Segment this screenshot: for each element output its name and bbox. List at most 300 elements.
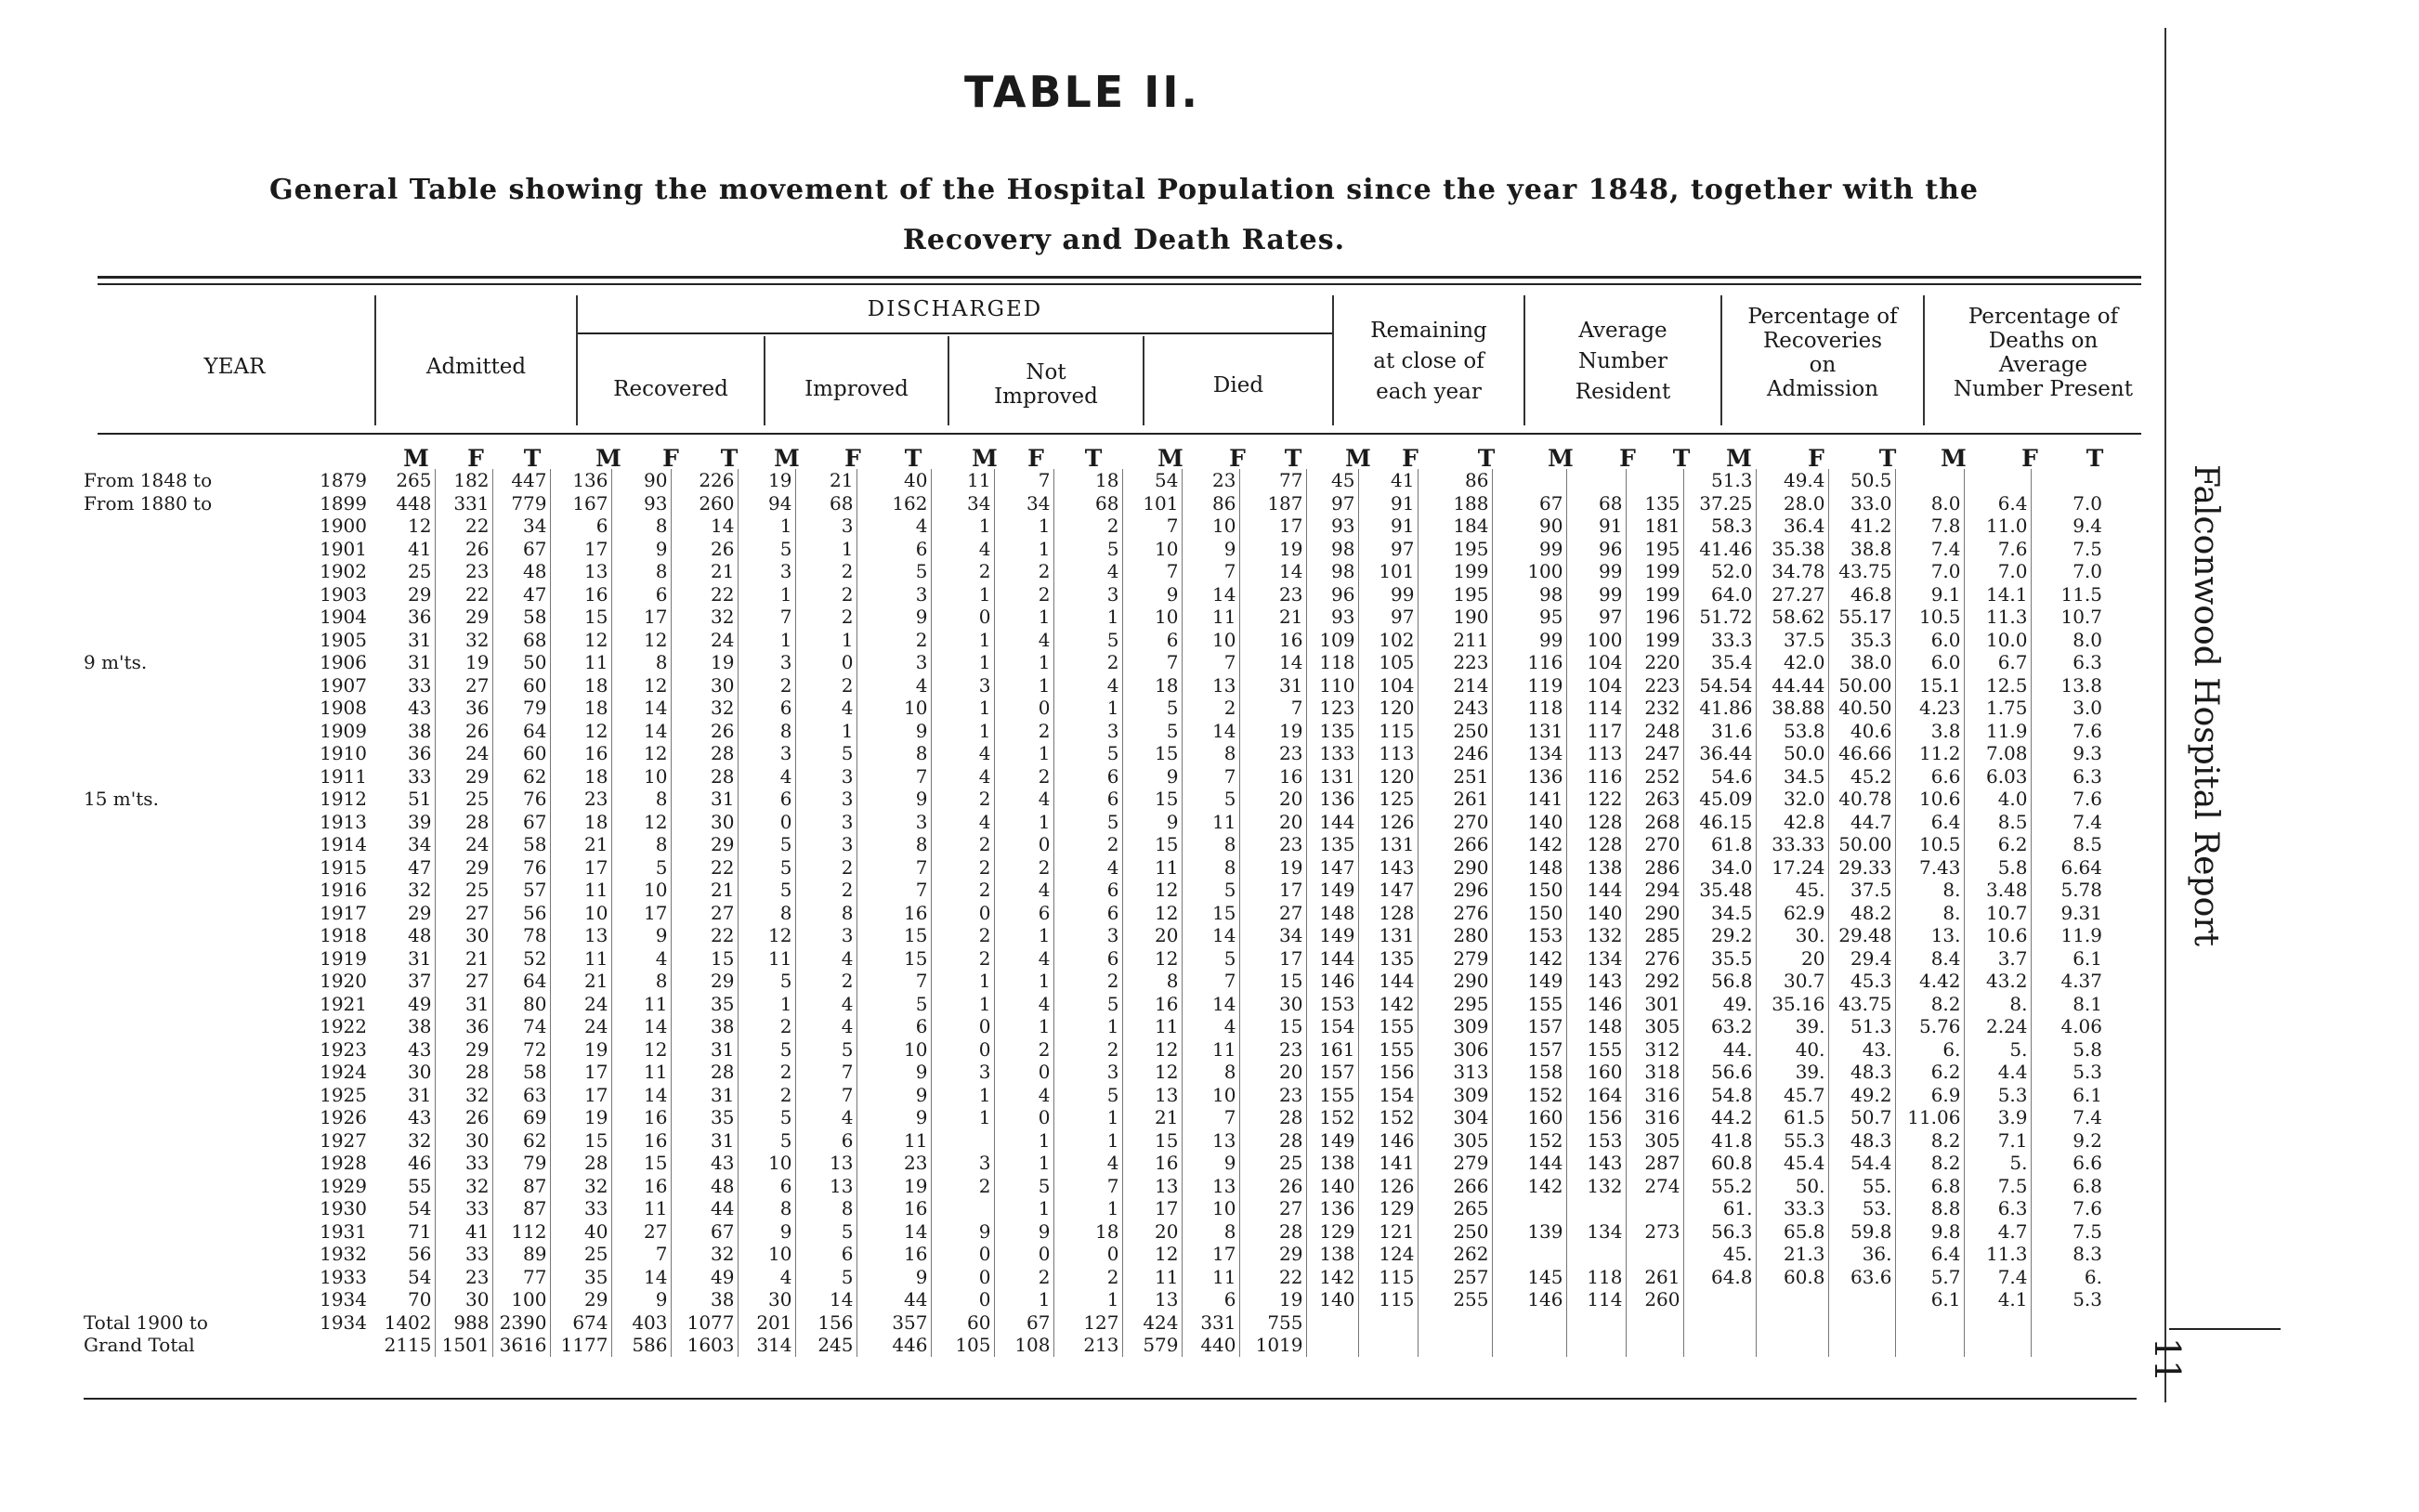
data-cell: 10 [1182, 1084, 1239, 1107]
year-cell [84, 469, 374, 492]
data-cell: 42.8 [1756, 811, 1828, 834]
data-cell: 93 [611, 492, 671, 515]
data-cell: 156 [1358, 1061, 1418, 1084]
data-cell: 1 [994, 538, 1053, 561]
data-cell: 3.7 [1964, 947, 2031, 971]
data-cell: 19 [435, 651, 492, 674]
data-cell: 54 [374, 1266, 435, 1289]
data-cell: 16 [856, 1197, 931, 1220]
data-cell: 14 [611, 1084, 671, 1107]
data-cell: 43.75 [1828, 993, 1895, 1016]
data-cell: 1 [994, 1129, 1053, 1153]
data-cell: 8 [795, 1197, 856, 1220]
data-cell: 8 [611, 560, 671, 583]
data-cell: 250 [1418, 1220, 1492, 1244]
data-cell: 12 [550, 629, 611, 652]
data-cell: 20 [1756, 947, 1828, 971]
data-cell: 8 [1182, 833, 1239, 856]
year-value: 1928 [320, 1152, 367, 1175]
data-cell: 8. [1895, 879, 1964, 902]
data-cell: 19 [856, 1175, 931, 1198]
data-cell: 146 [1492, 1288, 1566, 1311]
data-cell: 6 [1053, 947, 1122, 971]
year-value: 1905 [320, 628, 367, 651]
data-cell: 45.09 [1683, 788, 1756, 811]
year-cell [84, 993, 374, 1016]
data-cell: 266 [1418, 833, 1492, 856]
data-cell: 6. [2084, 1265, 2102, 1288]
data-cell: 0 [931, 606, 994, 629]
data-cell: 61.8 [1683, 833, 1756, 856]
data-cell: 38 [671, 1015, 738, 1038]
data-cell: 6.3 [2072, 764, 2102, 788]
data-cell: 41.46 [1683, 538, 1756, 561]
data-cell: 4 [795, 1015, 856, 1038]
data-cell [1895, 1334, 1964, 1357]
data-cell: 120 [1358, 765, 1418, 789]
year-cell [84, 1266, 374, 1289]
year-cell [84, 947, 374, 971]
subtitle-line-2: Recovery and Death Rates. [902, 224, 1346, 256]
data-cell: 136 [1492, 765, 1566, 789]
data-cell: 51.3 [1828, 1015, 1895, 1038]
data-cell: 155 [1566, 1038, 1626, 1062]
data-cell: 304 [1418, 1106, 1492, 1129]
data-cell: 10 [1122, 538, 1182, 561]
data-cell: 5 [1053, 742, 1122, 765]
data-cell [1683, 1334, 1756, 1357]
data-cell: 65.8 [1756, 1220, 1828, 1244]
year-value: 1927 [320, 1128, 367, 1152]
mft-t: T [720, 445, 739, 472]
data-cell: 3 [795, 833, 856, 856]
data-cell: 29 [435, 1038, 492, 1062]
data-cell: 7 [994, 469, 1053, 492]
year-cell [84, 1243, 374, 1266]
data-cell: 45.4 [1756, 1152, 1828, 1175]
data-cell: 1 [994, 742, 1053, 765]
data-cell: 223 [1626, 674, 1683, 697]
data-cell: 211 [1418, 629, 1492, 652]
data-cell: 4.23 [1895, 697, 1964, 720]
data-cell: 5. [1964, 1152, 2031, 1175]
data-cell: 152 [1358, 1106, 1418, 1129]
data-cell: 98 [1306, 538, 1358, 561]
data-cell: 14 [1182, 720, 1239, 743]
data-cell: 8 [738, 902, 795, 925]
data-cell [1566, 469, 1626, 492]
data-cell: 34 [374, 833, 435, 856]
data-cell: 314 [738, 1334, 795, 1357]
data-cell: 1 [994, 515, 1053, 538]
data-cell: 21 [1239, 606, 1306, 629]
data-cell: 28 [1239, 1220, 1306, 1244]
data-cell: 16 [856, 1243, 931, 1266]
data-cell: 143 [1566, 1152, 1626, 1175]
data-cell: 8 [1182, 1061, 1239, 1084]
data-cell: 12 [1122, 1061, 1182, 1084]
data-cell: 5 [1122, 720, 1182, 743]
data-cell: 64 [492, 720, 550, 743]
data-cell: 12 [1122, 1243, 1182, 1266]
data-cell: 33 [435, 1197, 492, 1220]
data-cell: 31 [374, 651, 435, 674]
header-remaining-line1: Remaining [1370, 319, 1487, 343]
data-cell: 305 [1418, 1129, 1492, 1153]
data-cell: 3 [856, 583, 931, 606]
data-cell: 279 [1418, 1152, 1492, 1175]
table-row [84, 1129, 2105, 1153]
data-cell: 142 [1492, 833, 1566, 856]
data-cell: 2 [931, 560, 994, 583]
year-value: 1924 [320, 1061, 367, 1084]
mft-m: M [1726, 445, 1752, 472]
data-cell: 2 [994, 560, 1053, 583]
data-cell: 40 [550, 1220, 611, 1244]
table-row [84, 947, 2105, 971]
data-cell: 11 [1182, 1038, 1239, 1062]
data-cell: 8 [738, 720, 795, 743]
header-pct-death-line3: Average [1998, 353, 2088, 377]
data-cell: 5 [738, 833, 795, 856]
year-cell [84, 833, 374, 856]
data-cell: 16 [1122, 1152, 1182, 1175]
data-cell: 46 [374, 1152, 435, 1175]
data-cell: 142 [1358, 993, 1418, 1016]
data-cell: 144 [1306, 947, 1358, 971]
data-cell: 305 [1626, 1015, 1683, 1038]
data-cell: 50.5 [1828, 469, 1895, 492]
data-cell: 9 [856, 720, 931, 743]
data-cell: 136 [1306, 1197, 1358, 1220]
data-cell: 143 [1566, 970, 1626, 993]
data-cell: 13 [1182, 1129, 1239, 1153]
table-row [84, 560, 2105, 583]
data-cell: 76 [492, 856, 550, 880]
data-cell: 276 [1626, 947, 1683, 971]
data-cell: 55.17 [1828, 606, 1895, 629]
data-cell: 15.1 [1895, 674, 1964, 697]
data-cell: 86 [1418, 469, 1492, 492]
data-cell: 6.03 [1964, 765, 2031, 789]
header-average-line1: Average [1578, 319, 1667, 343]
data-cell: 4 [994, 1084, 1053, 1107]
data-cell: 4.0 [1964, 788, 2031, 811]
data-cell [1492, 1334, 1566, 1357]
data-cell: 60 [492, 674, 550, 697]
data-cell: 7 [856, 856, 931, 880]
data-cell: 23 [435, 560, 492, 583]
data-cell: 34 [931, 492, 994, 515]
data-cell: 104 [1566, 674, 1626, 697]
mft-m: M [972, 445, 998, 472]
header-not-improved-line2: Improved [994, 385, 1098, 409]
data-cell: 41.86 [1683, 697, 1756, 720]
data-cell: 15 [1239, 1015, 1306, 1038]
data-cell: 50.7 [1828, 1106, 1895, 1129]
data-cell: 140 [1566, 902, 1626, 925]
data-cell: 6 [856, 1015, 931, 1038]
data-cell: 5.3 [1964, 1084, 2031, 1107]
data-cell: 10.0 [1964, 629, 2031, 652]
data-cell: 33 [435, 1152, 492, 1175]
data-cell: 18 [550, 765, 611, 789]
data-cell: 118 [1566, 1266, 1626, 1289]
data-cell: 39. [1756, 1015, 1828, 1038]
data-cell: 131 [1358, 924, 1418, 947]
data-cell: 11 [1122, 856, 1182, 880]
mft-t: T [1878, 445, 1897, 472]
table-row [84, 1220, 2105, 1244]
data-cell: 146 [1358, 1129, 1418, 1153]
data-cell: 4 [994, 947, 1053, 971]
data-cell: 99 [1566, 583, 1626, 606]
data-cell: 26 [671, 720, 738, 743]
data-cell: 6 [856, 538, 931, 561]
data-cell: 7 [795, 1061, 856, 1084]
data-cell: 7.5 [2072, 537, 2102, 560]
data-cell: 18 [550, 811, 611, 834]
year-value: 1904 [320, 606, 367, 629]
data-cell: 155 [1492, 993, 1566, 1016]
data-cell [1306, 1311, 1358, 1335]
data-cell: 38.8 [1828, 538, 1895, 561]
data-cell: 13 [795, 1175, 856, 1198]
data-cell: 28 [435, 811, 492, 834]
data-cell: 9.3 [2072, 742, 2102, 765]
data-cell: 52 [492, 947, 550, 971]
year-cell [84, 538, 374, 561]
data-cell: 13 [1122, 1084, 1182, 1107]
year-cell [84, 1152, 374, 1175]
data-cell: 199 [1626, 583, 1683, 606]
data-cell: 6 [1182, 1288, 1239, 1311]
data-cell: 30. [1756, 924, 1828, 947]
data-cell: 95 [1492, 606, 1566, 629]
data-cell: 35.38 [1756, 538, 1828, 561]
year-cell [84, 1334, 374, 1357]
header-bottom-rule [98, 433, 2141, 435]
data-cell: 20 [1239, 1061, 1306, 1084]
data-cell: 10 [856, 697, 931, 720]
mft-f: F [1229, 445, 1246, 472]
year-cell [84, 674, 374, 697]
data-cell: 45. [1683, 1243, 1756, 1266]
data-cell: 8 [856, 833, 931, 856]
data-cell: 10 [550, 902, 611, 925]
mft-f: F [467, 445, 484, 472]
data-cell: 36 [374, 742, 435, 765]
data-cell: 6 [611, 583, 671, 606]
data-cell: 5 [1053, 1084, 1122, 1107]
header-remaining [1334, 316, 1523, 408]
year-value: 1926 [320, 1106, 367, 1129]
data-cell: 45 [1306, 469, 1358, 492]
data-cell: 57 [492, 879, 550, 902]
data-cell: 125 [1358, 788, 1418, 811]
data-cell: 15 [1182, 902, 1239, 925]
data-cell: 38 [374, 1015, 435, 1038]
data-cell: 19 [550, 1106, 611, 1129]
data-cell: 292 [1626, 970, 1683, 993]
data-cell: 1 [931, 515, 994, 538]
data-cell: 90 [611, 469, 671, 492]
data-cell: 119 [1492, 674, 1566, 697]
data-cell: 9 [856, 1266, 931, 1289]
data-cell: 199 [1418, 560, 1492, 583]
data-cell: 2 [1053, 1266, 1122, 1289]
page-number: 11 [2147, 1337, 2188, 1383]
data-cell: 9 [1122, 583, 1182, 606]
data-cell: 155 [1358, 1038, 1418, 1062]
data-cell: 7.4 [2072, 1106, 2102, 1129]
data-cell: 156 [795, 1311, 856, 1335]
data-cell: 45. [1756, 879, 1828, 902]
data-cell: 58 [492, 833, 550, 856]
data-cell: 29 [374, 902, 435, 925]
data-cell: 1 [1053, 1288, 1122, 1311]
data-cell: 2 [931, 1175, 994, 1198]
data-cell: 4.42 [1895, 970, 1964, 993]
year-cell [84, 515, 374, 538]
data-cell: 36 [435, 1015, 492, 1038]
year-cell [84, 902, 374, 925]
data-cell: 2 [994, 1266, 1053, 1289]
data-cell: 17 [611, 606, 671, 629]
data-cell: 5. [1964, 1038, 2031, 1062]
data-cell: 68 [795, 492, 856, 515]
data-cell: 31 [671, 1084, 738, 1107]
data-cell: 5 [1053, 811, 1122, 834]
data-cell: 17 [550, 856, 611, 880]
data-cell: 94 [738, 492, 795, 515]
year-value: 1910 [320, 742, 367, 765]
data-cell: 195 [1418, 538, 1492, 561]
side-running-title: Falconwood Hospital Report [2187, 464, 2225, 946]
data-cell: 23 [1239, 1038, 1306, 1062]
data-cell: 7.5 [2072, 1219, 2102, 1243]
mft-f: F [2021, 445, 2038, 472]
data-cell: 105 [931, 1334, 994, 1357]
data-cell: 25 [374, 560, 435, 583]
data-cell: 8 [1182, 742, 1239, 765]
data-cell: 12 [550, 720, 611, 743]
year-cell [84, 1311, 374, 1335]
data-cell: 36 [374, 606, 435, 629]
data-cell: 80 [492, 993, 550, 1016]
data-cell: 1 [738, 583, 795, 606]
data-cell: 62 [492, 765, 550, 789]
mft-m: M [1941, 445, 1967, 472]
data-cell: 128 [1358, 902, 1418, 925]
data-cell: 45.2 [1828, 765, 1895, 789]
data-cell [1566, 1334, 1626, 1357]
data-cell: 5 [738, 1129, 795, 1153]
year-value: 1916 [320, 879, 367, 902]
data-cell: 23 [1239, 833, 1306, 856]
data-cell: 7.08 [1964, 742, 2031, 765]
data-cell: 32 [374, 1129, 435, 1153]
data-cell: 29 [435, 765, 492, 789]
data-cell: 131 [1492, 720, 1566, 743]
data-cell: 4 [931, 538, 994, 561]
data-cell: 223 [1418, 651, 1492, 674]
data-cell: 77 [1239, 469, 1306, 492]
data-cell: 4.7 [1964, 1220, 2031, 1244]
data-cell: 78 [492, 924, 550, 947]
data-cell: 7.4 [1895, 538, 1964, 561]
data-cell: 29 [671, 970, 738, 993]
data-cell: 10 [1122, 606, 1182, 629]
data-cell: 9 [931, 1220, 994, 1244]
data-cell: 11 [1182, 811, 1239, 834]
data-cell: 72 [492, 1038, 550, 1062]
data-cell: 27 [611, 1220, 671, 1244]
data-cell: 11 [611, 1197, 671, 1220]
data-cell: 74 [492, 1015, 550, 1038]
year-cell [84, 1129, 374, 1153]
data-cell: 1 [795, 629, 856, 652]
data-cell: 4 [994, 629, 1053, 652]
data-cell: 6 [738, 1175, 795, 1198]
table-row [84, 1311, 2105, 1335]
header-recovered: Recovered [613, 377, 728, 401]
year-value: 1908 [320, 697, 367, 720]
data-cell: 14 [1239, 560, 1306, 583]
table-row [84, 515, 2105, 538]
data-cell: 295 [1418, 993, 1492, 1016]
data-cell: 1 [1053, 606, 1122, 629]
data-cell: 44.2 [1683, 1106, 1756, 1129]
data-cell: 1 [931, 1106, 994, 1129]
table-row [84, 538, 2105, 561]
discharged-rule [578, 332, 1332, 334]
data-cell: 28 [550, 1152, 611, 1175]
data-cell: 7 [1182, 560, 1239, 583]
year-cell [84, 788, 374, 811]
data-cell: 140 [1306, 1175, 1358, 1198]
data-cell: 34 [492, 515, 550, 538]
data-cell: 25 [550, 1243, 611, 1266]
data-cell: 155 [1358, 1015, 1418, 1038]
data-cell: 33.3 [1683, 629, 1756, 652]
data-cell: 117 [1566, 720, 1626, 743]
data-cell [1626, 1334, 1683, 1357]
data-cell: 0 [994, 833, 1053, 856]
data-cell: 5 [856, 993, 931, 1016]
data-cell: 114 [1566, 697, 1626, 720]
data-cell: 33 [374, 674, 435, 697]
data-cell: 67 [492, 538, 550, 561]
year-value: 1903 [320, 582, 367, 606]
data-cell: 3 [856, 651, 931, 674]
header-pct-rec-line4: Admission [1766, 377, 1879, 401]
year-cell [84, 560, 374, 583]
data-cell: 12 [374, 515, 435, 538]
data-cell: 301 [1626, 993, 1683, 1016]
data-cell: 6 [550, 515, 611, 538]
data-cell: 3 [1053, 720, 1122, 743]
data-cell: 9 [1122, 811, 1182, 834]
data-cell: 142 [1492, 1175, 1566, 1198]
data-cell: 32.0 [1756, 788, 1828, 811]
data-cell: 121 [1358, 1220, 1418, 1244]
data-cell: 28 [671, 765, 738, 789]
mft-m: M [1157, 445, 1183, 472]
header-pct-recoveries [1722, 305, 1923, 401]
data-cell: 19 [1239, 720, 1306, 743]
data-cell: 99 [1566, 560, 1626, 583]
